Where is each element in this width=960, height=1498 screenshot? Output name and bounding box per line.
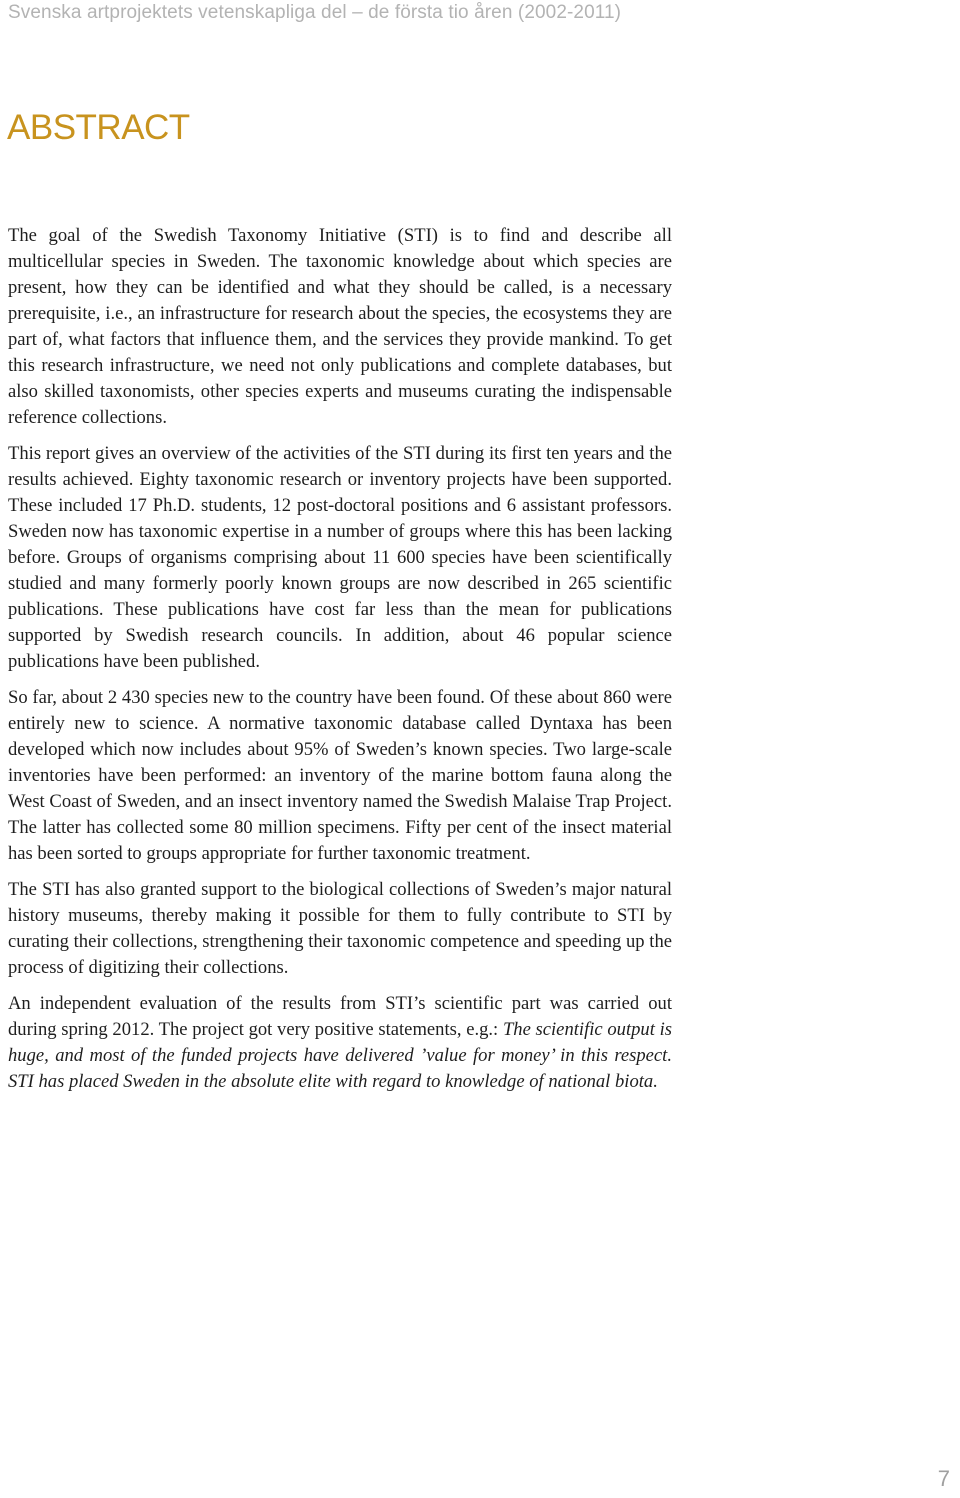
paragraph-3: So far, about 2 430 species new to the country have been found. Of these about 860 were entirely new to science. A normative taxonomic database called Dyntaxa has been developed which now includes about 95% of Sweden’s known species. Two large-scale inventories have been performed: an inventory of the marine bottom fauna along the West Coast of Sweden, and an insect inventory named the Swedish Malaise Trap Project. The latter has collected some 80 million specimens. Fifty per cent of the insect material has been sorted to groups appropriate for further taxonomic treatment. [8,687,672,864]
section-title: ABSTRACT [7,108,190,147]
evaluation-quote: The scientific output is huge, and most of the funded projects have delivered ’value for money’ in this respect. STI has placed Sweden in the absolute elite with regard to knowledge of national biota. [8,1019,672,1092]
abstract-body [8,223,672,1105]
paragraph-5-intro: An independent evaluation of the results from STI’s scientific part was carried out during spring 2012. The project got very positive statements, e.g.: [8,993,672,1040]
paragraph-1: The goal of the Swedish Taxonomy Initiative (STI) is to find and describe all multicellular species in Sweden. The taxonomic knowledge about which species are present, how they can be identified and what they should be called, is a necessary prerequisite, i.e., an infrastructure for research about the species, the ecosystems they are part of, what factors that influence them, and the services they provide mankind. To get this research infrastructure, we need not only publications and complete databases, but also skilled taxonomists, other species experts and museums curating the indispensable reference collections. [8,225,672,428]
page-number: 7 [937,1466,950,1491]
running-header: Svenska artprojektets vetenskapliga del – de första tio åren (2002-2011) [8,2,622,23]
paragraph-4: The STI has also granted support to the biological collections of Sweden’s major natural history museums, thereby making it possible for them to fully contribute to STI by curating their collections, strengthening their taxonomic competence and speeding up the process of digitizing their collections. [8,879,672,978]
paragraph-5 [8,991,672,1095]
paragraph-2: This report gives an overview of the activities of the STI during its first ten years and the results achieved. Eighty taxonomic research or inventory projects have been supported. These included 17 Ph.D. students, 12 post-doctoral positions and 6 assistant professors. Sweden now has taxonomic expertise in a number of groups where this has been lacking before. Groups of organisms comprising about 11 600 species have been scientifically studied and many formerly poorly known groups are now described in 265 scientific publications. These publications have cost far less than the mean for publications supported by Swedish research councils. In addition, about 46 popular science publications have been published. [8,443,672,672]
